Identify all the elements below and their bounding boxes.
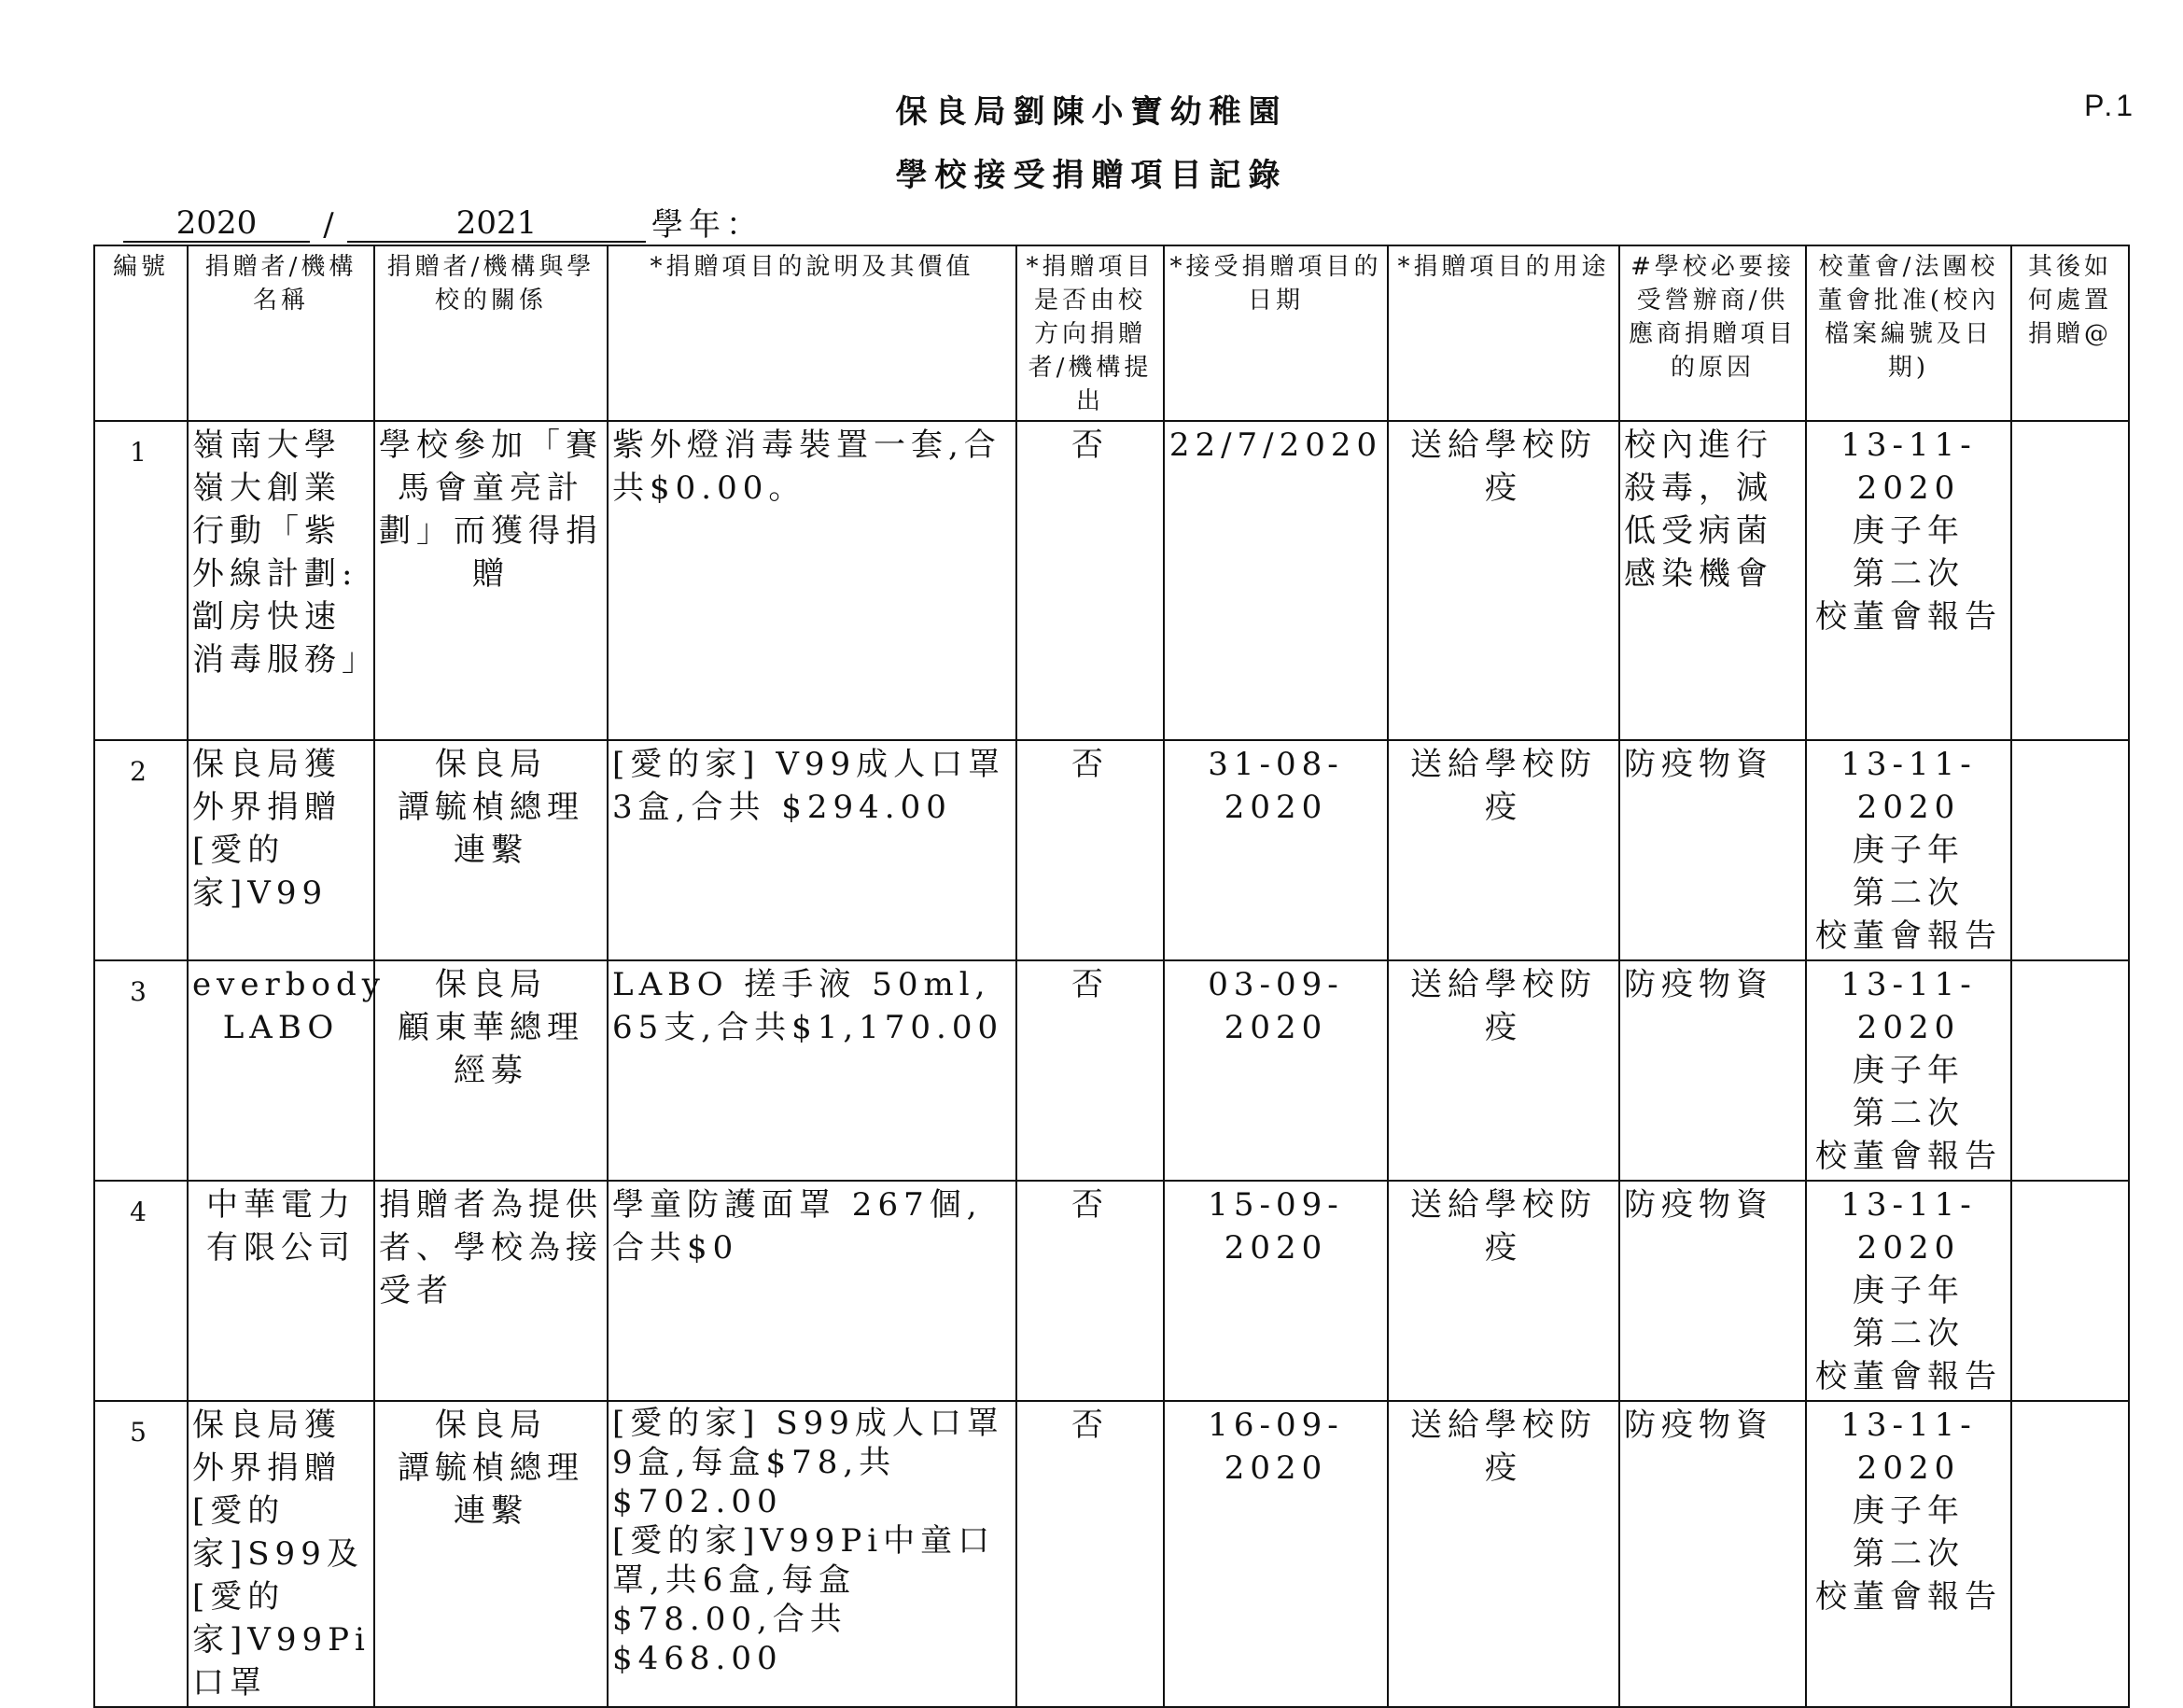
table-row [94,1401,2129,1707]
cell-purpose: 送給學校防疫 [1388,1401,1619,1707]
cell-approval: 13-11-2020 庚子年 第二次 校董會報告 [1806,421,2011,740]
cell-purpose: 送給學校防疫 [1388,960,1619,1181]
table-row [94,421,2129,740]
cell-date: 31-08-2020 [1164,740,1388,960]
academic-year-line [123,205,763,243]
cell-requested: 否 [1016,1401,1164,1707]
cell-donor: 保良局獲外界捐贈[愛的家]V99 [188,740,374,960]
table-row [94,1181,2129,1401]
year-separator: / [323,206,334,244]
cell-reason: 防疫物資 [1619,740,1806,960]
col-header-no: 編號 [94,245,188,421]
cell-purpose: 送給學校防疫 [1388,740,1619,960]
cell-purpose: 送給學校防疫 [1388,1181,1619,1401]
cell-date: 15-09-2020 [1164,1181,1388,1401]
col-header-relation: 捐贈者/機構與學校的關係 [374,245,608,421]
year-end: 2021 [347,205,646,243]
cell-relation: 捐贈者為提供者、學校為接受者 [374,1181,608,1401]
year-start: 2020 [123,205,310,243]
cell-approval: 13-11-2020 庚子年 第二次 校董會報告 [1806,1181,2011,1401]
cell-reason: 防疫物資 [1619,960,1806,1181]
cell-relation: 保良局 譚毓楨總理 連繫 [374,1401,608,1707]
cell-requested: 否 [1016,1181,1164,1401]
school-name: 保良局劉陳小寶幼稚園 [895,93,1288,131]
year-label: 學年： [651,206,763,244]
col-header-requested: *捐贈項目是否由校方向捐贈者/機構提出 [1016,245,1164,421]
cell-purpose: 送給學校防疫 [1388,421,1619,740]
cell-donor: everbody LABO [188,960,374,1181]
cell-approval: 13-11-2020 庚子年 第二次 校董會報告 [1806,960,2011,1181]
cell-no: 2 [94,740,188,960]
cell-no: 3 [94,960,188,1181]
cell-requested: 否 [1016,740,1164,960]
cell-no: 5 [94,1401,188,1707]
cell-description: 學童防護面罩 267個,合共$0 [608,1181,1016,1401]
cell-description: 紫外燈消毒裝置一套,合共$0.00。 [608,421,1016,740]
table-row [94,740,2129,960]
cell-description: [愛的家] S99成人口罩 9盒,每盒$78,共$702.00 [愛的家]V99Pi中童口罩,共6盒,每盒$78.00,合共$468.00 [608,1401,1016,1707]
cell-no: 1 [94,421,188,740]
cell-reason: 防疫物資 [1619,1401,1806,1707]
col-header-donor: 捐贈者/機構名稱 [188,245,374,421]
cell-disposal [2011,960,2129,1181]
cell-approval: 13-11-2020 庚子年 第二次 校董會報告 [1806,740,2011,960]
cell-relation: 保良局 顧東華總理 經募 [374,960,608,1181]
col-header-approval: 校董會/法團校董會批准(校內檔案編號及日期) [1806,245,2011,421]
donation-record-table [93,245,2130,1708]
cell-date: 03-09-2020 [1164,960,1388,1181]
cell-donor: 中華電力有限公司 [188,1181,374,1401]
record-title: 學校接受捐贈項目記錄 [895,157,1288,194]
cell-description: [愛的家] V99成人口罩3盒,合共 $294.00 [608,740,1016,960]
cell-donor: 保良局獲外界捐贈[愛的家]S99及[愛的家]V99Pi口罩 [188,1401,374,1707]
col-header-purpose: *捐贈項目的用途 [1388,245,1619,421]
cell-requested: 否 [1016,960,1164,1181]
cell-requested: 否 [1016,421,1164,740]
cell-disposal [2011,421,2129,740]
cell-date: 22/7/2020 [1164,421,1388,740]
col-header-disposal: 其後如何處置捐贈@ [2011,245,2129,421]
col-header-date: *接受捐贈項目的日期 [1164,245,1388,421]
col-header-description: *捐贈項目的說明及其價值 [608,245,1016,421]
cell-date: 16-09-2020 [1164,1401,1388,1707]
cell-no: 4 [94,1181,188,1401]
table-row [94,960,2129,1181]
cell-reason: 防疫物資 [1619,1181,1806,1401]
cell-disposal [2011,740,2129,960]
table-header-row [94,245,2129,421]
cell-description: LABO 搓手液 50ml, 65支,合共$1,170.00 [608,960,1016,1181]
col-header-reason: #學校必要接受營辦商/供應商捐贈項目的原因 [1619,245,1806,421]
cell-donor: 嶺南大學嶺大創業行動「紫外線計劃:劏房快速消毒服務」 [188,421,374,740]
cell-approval: 13-11-2020 庚子年 第二次 校董會報告 [1806,1401,2011,1707]
cell-disposal [2011,1181,2129,1401]
cell-disposal [2011,1401,2129,1707]
cell-relation: 學校參加「賽馬會童亮計劃」而獲得捐贈 [374,421,608,740]
cell-relation: 保良局 譚毓楨總理 連繫 [374,740,608,960]
cell-reason: 校內進行殺毒，減低受病菌感染機會 [1619,421,1806,740]
page-number: P.1 [2084,89,2136,122]
